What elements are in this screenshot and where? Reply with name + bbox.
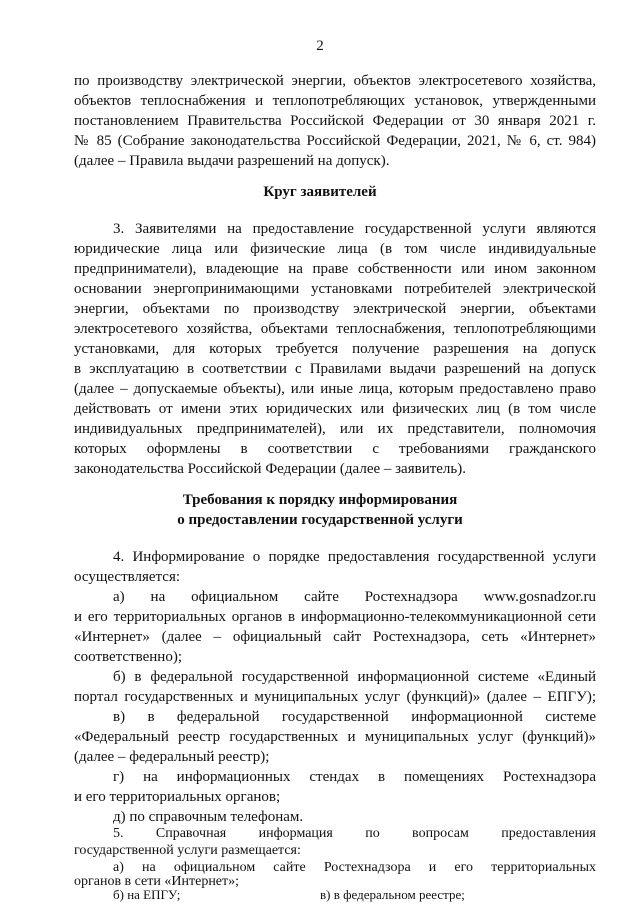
text-line: предприниматели), владеющие на праве собственности или ином законном	[74, 261, 596, 277]
text-line: а) на официальном сайте Ростехнадзора и его территориальных	[113, 860, 596, 875]
text-line: установками, для которых требуется получение разрешения на допуск	[74, 341, 596, 357]
text-line: в эксплуатацию в соответствии с Правилами выдачи разрешений на допуск	[74, 361, 596, 377]
text-line: соответственно);	[74, 649, 182, 665]
text-line: «Интернет» (далее – официальный сайт Ростехнадзора, сеть «Интернет»	[74, 629, 596, 645]
text-line: объектов теплоснабжения и теплопотребляющих установок, утвержденными	[74, 93, 596, 109]
text-line: (далее – допускаемые объекты), или иные лица, которым предоставлено право	[74, 381, 596, 397]
text-line: электросетевого хозяйства, объектами теплоснабжения, теплопотребляющими	[74, 321, 596, 337]
text-line: по производству электрической энергии, объектов электросетевого хозяйства,	[74, 73, 596, 89]
text-line: № 85 (Собрание законодательства Российской Федерации, 2021, № 6, ст. 984)	[74, 133, 596, 149]
text-line: б) на ЕПГУ;	[113, 887, 181, 902]
text-line: индивидуальных предпринимателей), или их представители, полномочия	[74, 421, 596, 437]
text-line: в) в федеральной государственной информационной системе	[113, 709, 596, 725]
text-line: портал государственных и муниципальных услуг (функций)» (далее – ЕПГУ);	[74, 689, 596, 705]
text-line: органов в сети «Интернет»;	[74, 874, 240, 889]
text-line: государственной услуги размещается:	[74, 843, 301, 858]
text-line: юридические лица или физические лица (в том числе индивидуальные	[74, 241, 596, 257]
text-line: энергии, объектами по производству электрической энергии, объектами	[74, 301, 596, 317]
text-line: и его территориальных органов;	[74, 789, 281, 805]
text-line: и его территориальных органов в информационно-телекоммуникационной сети	[74, 609, 596, 625]
text-line: (далее – Правила выдачи разрешений на допуск).	[74, 153, 390, 169]
text-line: основании энергопринимающими установками потребителей электрической	[74, 281, 596, 297]
section-heading: Требования к порядку информирования	[182, 492, 458, 508]
text-line: в) в федеральном реестре;	[320, 887, 465, 902]
text-line: действовать от имени этих юридических или физических лиц (в том числе	[74, 401, 596, 417]
text-line: постановлением Правительства Российской Федерации от 30 января 2021 г.	[74, 113, 596, 129]
text-line: (далее – федеральный реестр);	[74, 749, 270, 765]
section-heading: о предоставлении государственной услуги	[177, 512, 463, 528]
text-line: законодательства Российской Федерации (далее – заявитель).	[74, 461, 467, 477]
text-line: а) на официальном сайте Ростехнадзора www.gosnadzor.ru	[113, 589, 596, 605]
text-line: осуществляется:	[74, 569, 181, 585]
text-line: д) по справочным телефонам.	[113, 809, 304, 825]
section-heading: Круг заявителей	[263, 184, 377, 200]
text-line: «Федеральный реестр государственных и муниципальных услуг (функций)»	[74, 729, 596, 745]
text-line: б) в федеральной государственной информационной системе «Единый	[113, 669, 596, 685]
text-line: г) на информационных стендах в помещениях Ростехнадзора	[113, 769, 596, 785]
text-line: 4. Информирование о порядке предоставления государственной услуги	[113, 549, 596, 565]
text-line: 3. Заявителями на предоставление государственной услуги являются	[113, 221, 596, 237]
page-number: 2	[316, 38, 324, 54]
text-line: которых оформлены в соответствии с требованиями гражданского	[74, 441, 596, 457]
text-line: 5. Справочная информация по вопросам предоставления	[113, 826, 596, 841]
